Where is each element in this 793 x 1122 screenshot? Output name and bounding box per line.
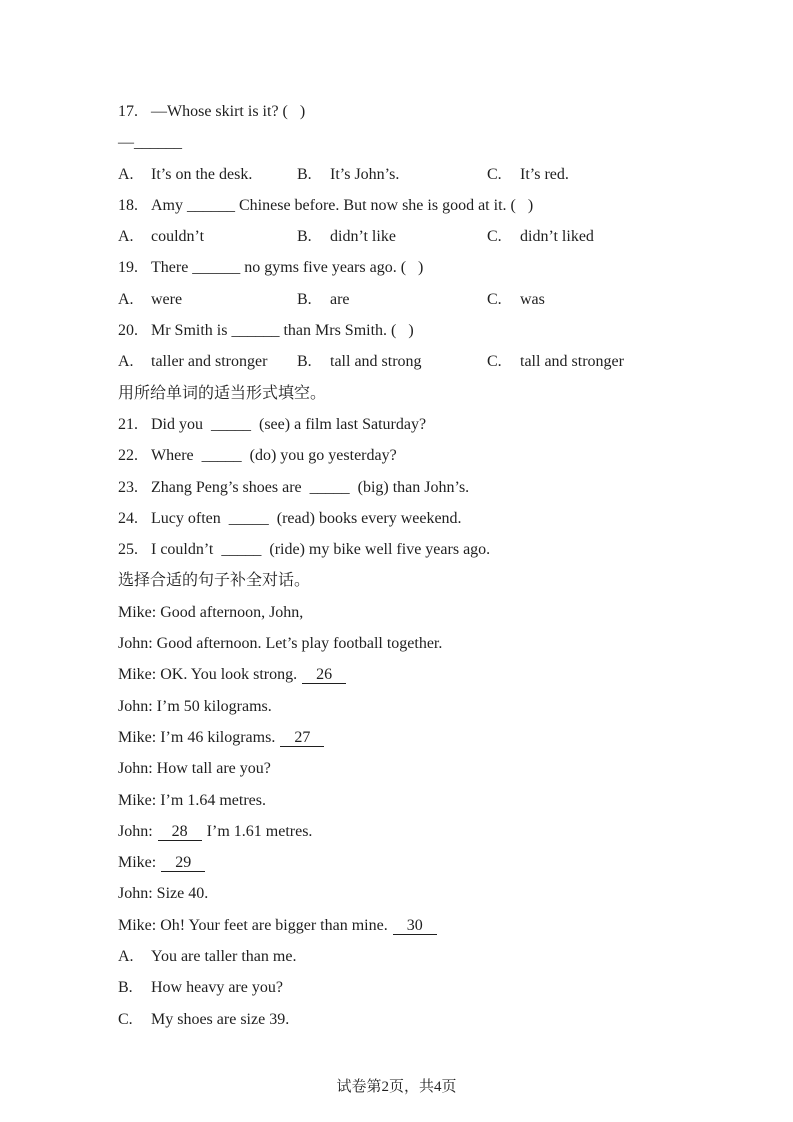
page-content <box>118 96 743 1035</box>
option-c <box>487 221 743 252</box>
dialogue-line-9 <box>118 847 743 878</box>
numbered-blank-28: 28 <box>158 823 202 841</box>
option-label: A. <box>118 353 134 371</box>
dialogue-text: John: I’m 50 kilograms. <box>118 697 272 715</box>
question-text: Where _____ (do) you go yesterday? <box>151 447 397 465</box>
option-text: You are taller than me. <box>151 948 297 966</box>
option-label: C. <box>487 228 502 246</box>
question-number: 18. <box>118 196 138 214</box>
dialogue-line-2 <box>118 628 743 659</box>
option-a <box>118 221 297 252</box>
question-text: —Whose skirt is it? ( ) <box>151 103 306 120</box>
option-text: It’s on the desk. <box>151 165 253 183</box>
dialogue-text: John: <box>118 822 153 840</box>
option-label: A. <box>118 228 134 246</box>
reply-blank-text: —______ <box>118 134 182 152</box>
option-label: A. <box>118 165 134 183</box>
option-b <box>297 159 487 190</box>
question-number: 17. <box>118 103 138 120</box>
option-a <box>118 284 297 315</box>
question-text: Zhang Peng’s shoes are _____ (big) than John’s. <box>151 478 470 496</box>
dialogue-option-b <box>118 972 743 1003</box>
question-19-options <box>118 284 743 315</box>
dialogue-text: Mike: I’m 1.64 metres. <box>118 791 266 809</box>
question-number: 24. <box>118 509 138 527</box>
dialogue-line-10 <box>118 878 743 909</box>
option-label: B. <box>297 353 312 371</box>
dialogue-text: Mike: OK. You look strong. <box>118 666 298 684</box>
option-label: B. <box>297 228 312 246</box>
numbered-blank-30: 30 <box>393 917 437 935</box>
dialogue-line-8 <box>118 816 743 847</box>
question-number: 19. <box>118 259 138 277</box>
question-number: 20. <box>118 322 138 340</box>
question-text: Amy ______ Chinese before. But now she is good at it. ( ) <box>151 196 534 214</box>
option-label: C. <box>487 353 502 371</box>
option-c <box>487 284 743 315</box>
option-label: A. <box>118 948 134 966</box>
numbered-blank-27: 27 <box>280 729 324 747</box>
dialogue-text: John: Size 40. <box>118 885 209 903</box>
option-text: taller and stronger <box>151 353 268 371</box>
dialogue-option-a <box>118 941 743 972</box>
question-17-reply-blank <box>118 127 743 158</box>
dialogue-text: Mike: Oh! Your feet are bigger than mine. <box>118 916 388 934</box>
option-label: B. <box>297 165 312 183</box>
option-a <box>118 346 297 377</box>
question-text: Mr Smith is ______ than Mrs Smith. ( ) <box>151 322 414 340</box>
option-text: tall and strong <box>330 353 422 371</box>
fill-item-23 <box>118 472 743 503</box>
question-number: 25. <box>118 541 138 559</box>
option-c <box>487 159 743 190</box>
option-text: were <box>151 290 183 308</box>
dialogue-option-c <box>118 1004 743 1035</box>
dialogue-line-6 <box>118 753 743 784</box>
fill-section-instruction <box>118 378 743 409</box>
question-number: 23. <box>118 478 138 496</box>
dialogue-text-after: I’m 1.61 metres. <box>206 822 313 840</box>
dialogue-line-7 <box>118 785 743 816</box>
question-20-stem <box>118 315 743 346</box>
numbered-blank-29: 29 <box>161 854 205 872</box>
question-text: I couldn’t _____ (ride) my bike well five years ago. <box>151 541 491 559</box>
option-b <box>297 221 487 252</box>
option-text: My shoes are size 39. <box>151 1010 290 1028</box>
fill-item-25 <box>118 534 743 565</box>
option-c <box>487 346 743 377</box>
question-18-stem <box>118 190 743 221</box>
dialogue-section-instruction <box>118 565 743 596</box>
option-text: How heavy are you? <box>151 979 283 997</box>
dialogue-text: John: Good afternoon. Let’s play football together. <box>118 635 443 653</box>
footer-page-indicator: 试卷第2页，共4页 <box>336 1079 457 1095</box>
option-b <box>297 346 487 377</box>
question-text: Lucy often _____ (read) books every weekend. <box>151 509 462 527</box>
numbered-blank-26: 26 <box>302 666 346 684</box>
dialogue-line-1 <box>118 597 743 628</box>
option-text: was <box>520 290 545 308</box>
dialogue-text: Mike: I’m 46 kilograms. <box>118 728 276 746</box>
dialogue-line-4 <box>118 691 743 722</box>
fill-item-21 <box>118 409 743 440</box>
option-text: didn’t liked <box>520 228 594 246</box>
dialogue-text: Mike: Good afternoon, John, <box>118 603 304 621</box>
dialogue-text: John: How tall are you? <box>118 760 271 778</box>
option-label: C. <box>487 290 502 308</box>
question-17-options <box>118 159 743 190</box>
dialogue-line-3 <box>118 659 743 690</box>
option-text: tall and stronger <box>520 353 624 371</box>
fill-item-24 <box>118 503 743 534</box>
question-18-options <box>118 221 743 252</box>
option-label: B. <box>297 290 312 308</box>
option-label: A. <box>118 290 134 308</box>
dialogue-text: Mike: <box>118 854 157 872</box>
option-text: It’s John’s. <box>330 165 400 183</box>
dialogue-line-5 <box>118 722 743 753</box>
fill-item-22 <box>118 440 743 471</box>
instruction-text: 选择合适的句子补全对话。 <box>118 572 311 590</box>
question-19-stem <box>118 252 743 283</box>
option-text: didn’t like <box>330 228 396 246</box>
option-label: C. <box>118 1010 133 1028</box>
question-17-stem <box>118 96 743 127</box>
option-text: are <box>330 290 350 308</box>
option-b <box>297 284 487 315</box>
question-text: There ______ no gyms five years ago. ( ) <box>151 259 424 277</box>
instruction-text: 用所给单词的适当形式填空。 <box>118 384 327 402</box>
question-text: Did you _____ (see) a film last Saturday? <box>151 415 427 433</box>
option-label: B. <box>118 979 133 997</box>
question-20-options <box>118 346 743 377</box>
option-text: couldn’t <box>151 228 205 246</box>
option-text: It’s red. <box>520 165 569 183</box>
page-footer <box>0 1072 793 1103</box>
option-label: C. <box>487 165 502 183</box>
dialogue-line-11 <box>118 910 743 941</box>
option-a <box>118 159 297 190</box>
question-number: 21. <box>118 415 138 433</box>
question-number: 22. <box>118 447 138 465</box>
